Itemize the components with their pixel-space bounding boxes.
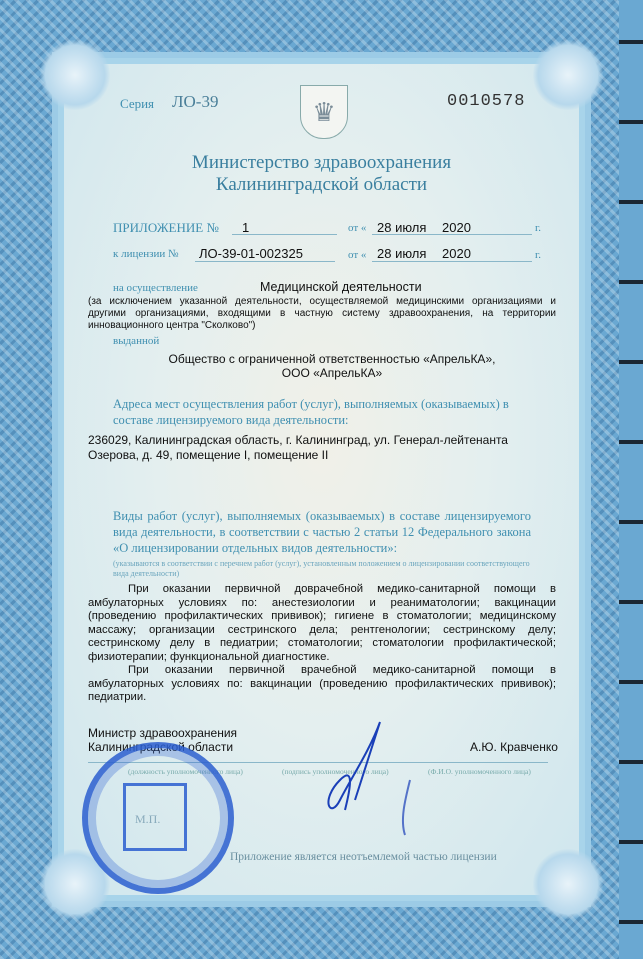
series-label: Серия: [120, 96, 155, 111]
appendix-year-suffix: г.: [535, 222, 542, 234]
addresses-section: [88, 396, 556, 463]
signer-position-line1: Министр здравоохранения: [88, 726, 238, 740]
document-number: 0010578: [447, 92, 526, 111]
addresses-label: Адреса мест осуществления работ (услуг), выполняемых (оказываемых) в составе лицензируемого вида деятельности:: [113, 397, 509, 427]
signer-name: А.Ю. Кравченко: [470, 740, 558, 754]
activity-label: на осуществление: [113, 282, 198, 294]
license-number: ЛО-39-01-002325: [199, 246, 303, 261]
caption-signature: (подпись уполномоченного лица): [282, 767, 389, 776]
coat-of-arms-icon: ♛: [300, 85, 348, 139]
issued-label: выданной: [113, 335, 160, 347]
activity-row: [88, 280, 556, 296]
signer-position-line2: Калининградской области: [88, 740, 234, 754]
corner-ornament: [40, 40, 110, 110]
official-seal-stamp: [82, 742, 234, 894]
page-title-line2: Калининградской области: [215, 174, 428, 195]
corner-ornament: [533, 40, 603, 110]
stamp-place-label: М.П.: [135, 812, 161, 826]
license-year-suffix: г.: [535, 249, 542, 261]
appendix-date: 28 июля: [377, 220, 427, 235]
appendix-number: 1: [242, 220, 250, 235]
activity-value: Медицинской деятельности: [260, 280, 422, 294]
license-year: 2020: [442, 246, 471, 261]
license-label: к лицензии №: [113, 248, 179, 260]
series-value: ЛО-39: [172, 92, 219, 111]
works-paragraph-2: При оказании первичной врачебной медико-санитарной помощи в амбулаторных условиях по: вакцинации (проведению профилактических прививок); педиатрии.: [88, 664, 556, 703]
works-label: Виды работ (услуг), выполняемых (оказываемых) в составе лицензируемого вида деятельности, в соответствии с частью 2 статьи 12 Федерального закона «О лицензировании отдельных видов деятельности»:: [113, 509, 531, 555]
caption-name: (Ф.И.О. уполномоченного лица): [428, 767, 531, 776]
scan-edge-strip: [619, 0, 643, 959]
appendix-date-label: от «: [348, 222, 367, 234]
corner-ornament: [533, 849, 603, 919]
organization-full-name: Общество с ограниченной ответственностью «АпрельКА»,: [168, 352, 496, 366]
activity-section: [88, 280, 556, 380]
appendix-label: ПРИЛОЖЕНИЕ №: [113, 220, 219, 235]
addresses-value: 236029, Калининградская область, г. Калининград, ул. Генерал-лейтенанта Озерова, д. 49, помещение I, помещение II: [88, 433, 508, 462]
license-date-label: от «: [348, 249, 367, 261]
caption-position: (должность уполномоченного лица): [128, 767, 243, 776]
works-paragraph-1: При оказании первичной доврачебной медико-санитарной помощи в амбулаторных условиях по: анестезиологии и реаниматологии; вакцинации (проведению профилактических прививок); гигиене в стоматологии; медицинскому массажу; организации сестринского дела; рентгенологии; сестринскому делу; сестринскому делу в педиатрии; стоматологии; стоматологии профилактической; физиотерапии; функциональной диагностике.: [88, 583, 556, 663]
organization-short-name: ООО «АпрельКА»: [281, 366, 383, 380]
activity-note: (за исключением указанной деятельности, осуществляемой медицинскими организациями и другими организациями, входящими в частную систему здравоохранения, на территории инновационного центра "Сколково"): [88, 296, 556, 331]
works-note: (указываются в соответствии с перечнем работ (услуг), установленным положением о лицензировании соответствующего вида деятельности): [113, 559, 530, 578]
works-section: [88, 508, 556, 705]
license-date: 28 июля: [377, 246, 427, 261]
handwritten-signature: [310, 720, 430, 840]
page-title-line1: Министерство здравоохранения: [191, 152, 452, 173]
appendix-year: 2020: [442, 220, 471, 235]
footer-note: Приложение является неотъемлемой частью лицензии: [230, 851, 497, 863]
